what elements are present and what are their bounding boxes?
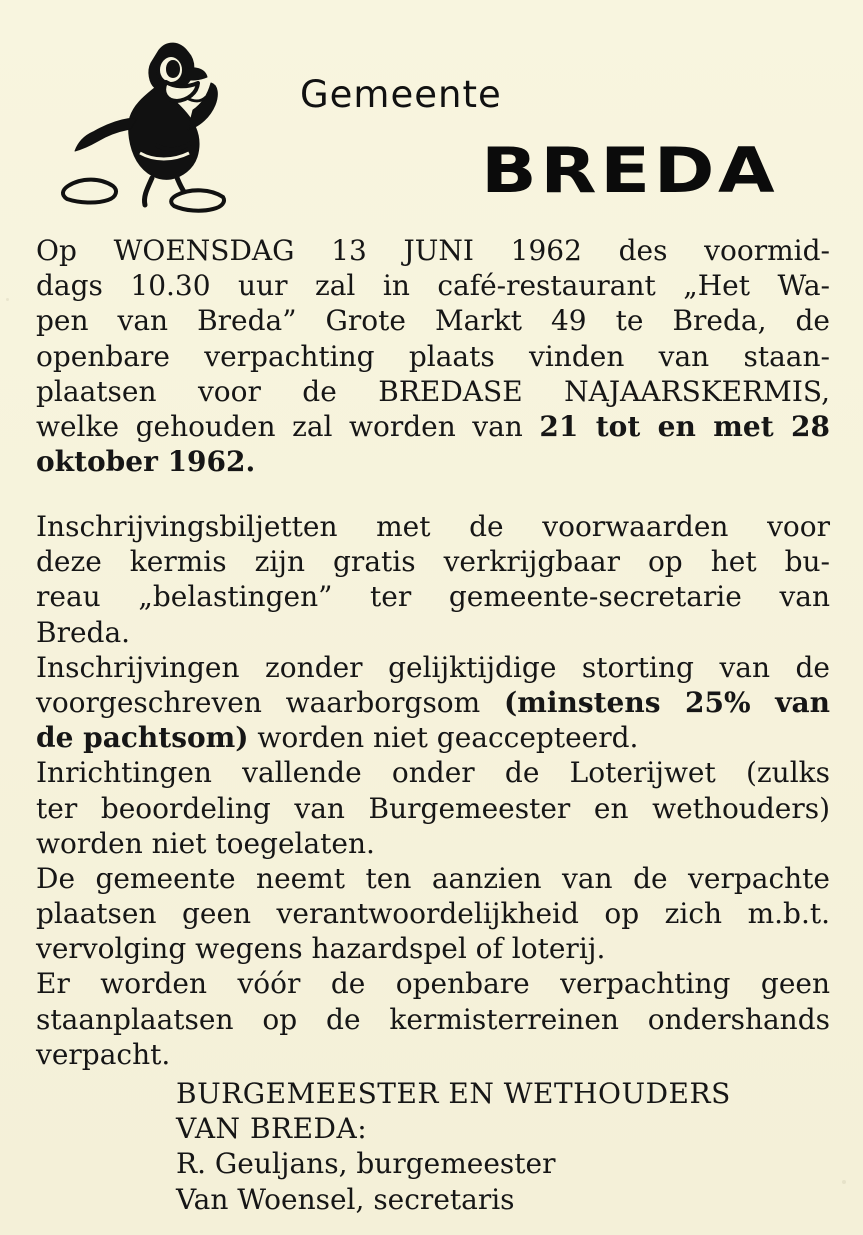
paragraph-2-line-1: Inschrijvingsbiljetten met de voorwaarden voor [36,510,830,543]
paragraph-2-line-11: De gemeente neemt ten aanzien van de verpachte [36,861,830,895]
paragraph-1-line-2: dags 10.30 uur zal in café-restaurant „Het Wa- [36,269,830,303]
paragraph-2-line-7 [36,720,830,755]
paper-spot [6,298,9,301]
paragraph-2-line-4: Breda. [36,615,131,649]
paragraph-2-line-12: plaatsen geen verantwoordelijkheid op zich m.b.t. [36,897,830,931]
kermis-date-range-start: 21 tot en met 28 [539,409,830,443]
paragraph-2-line-13: vervolging wegens hazardspel of loterij. [36,932,606,966]
signature-block [176,1076,832,1217]
paragraph-2-line-7-text: worden niet geaccepteerd. [257,721,639,755]
paragraph-2-line-3: reau „belastingen” ter gemeente-secretarie van [36,580,830,614]
announcement-header [0,0,863,225]
announcement-paragraph-2 [36,509,830,1072]
paragraph-2-line-10: worden niet toegelaten. [36,826,375,860]
paragraph-1-line-4: openbare verpachting plaats vinden van staan- [36,339,830,373]
paragraph-2-line-15: staanplaatsen op de kermisterreinen ondershands [36,1002,830,1036]
paragraph-1-line-5: plaatsen voor de BREDASE NAJAARSKERMIS, [36,374,830,408]
kermis-date-range-end: oktober 1962. [36,445,256,479]
paper-spot [842,1180,846,1184]
deposit-minimum-start: (minstens 25% van [503,685,830,719]
paragraph-1-line-3: pen van Breda” Grote Markt 49 te Breda, de [36,304,830,338]
paragraph-2-line-6 [36,685,830,720]
announcement-paragraph-1 [36,233,830,479]
duck-mascot-icon [55,35,230,215]
breda-title: BREDA [481,134,779,207]
paragraph-2-line-2: deze kermis zijn gratis verkrijgbaar op het bu- [36,545,830,579]
paragraph-2-line-14: Er worden vóór de openbare verpachting geen [36,967,830,1001]
deposit-minimum-end: de pachtsom) [36,721,249,755]
signature-location: VAN BREDA: [176,1112,368,1146]
municipality-label: Gemeente [300,73,502,116]
paragraph-1-line-6 [36,409,830,444]
paragraph-2-line-9: ter beoordeling van Burgemeester en wethouders) [36,791,830,825]
paragraph-1-line-1: Op WOENSDAG 13 JUNI 1962 des voormid- [36,234,830,267]
paragraph-2-line-8: Inrichtingen vallende onder de Loterijwet (zulks [36,756,830,790]
paragraph-2-line-6-text: voorgeschreven waarborgsom [36,685,481,719]
paragraph-1-line-6-text: welke gehouden zal worden van [36,409,523,443]
paragraph-2-line-5: Inschrijvingen zonder gelijktijdige storting van de [36,650,830,684]
signature-title: BURGEMEESTER EN WETHOUDERS [176,1077,731,1110]
mayor-signature: R. Geuljans, burgemeester [176,1147,556,1181]
secretary-signature: Van Woensel, secretaris [176,1182,515,1216]
paragraph-2-line-16: verpacht. [36,1037,171,1071]
